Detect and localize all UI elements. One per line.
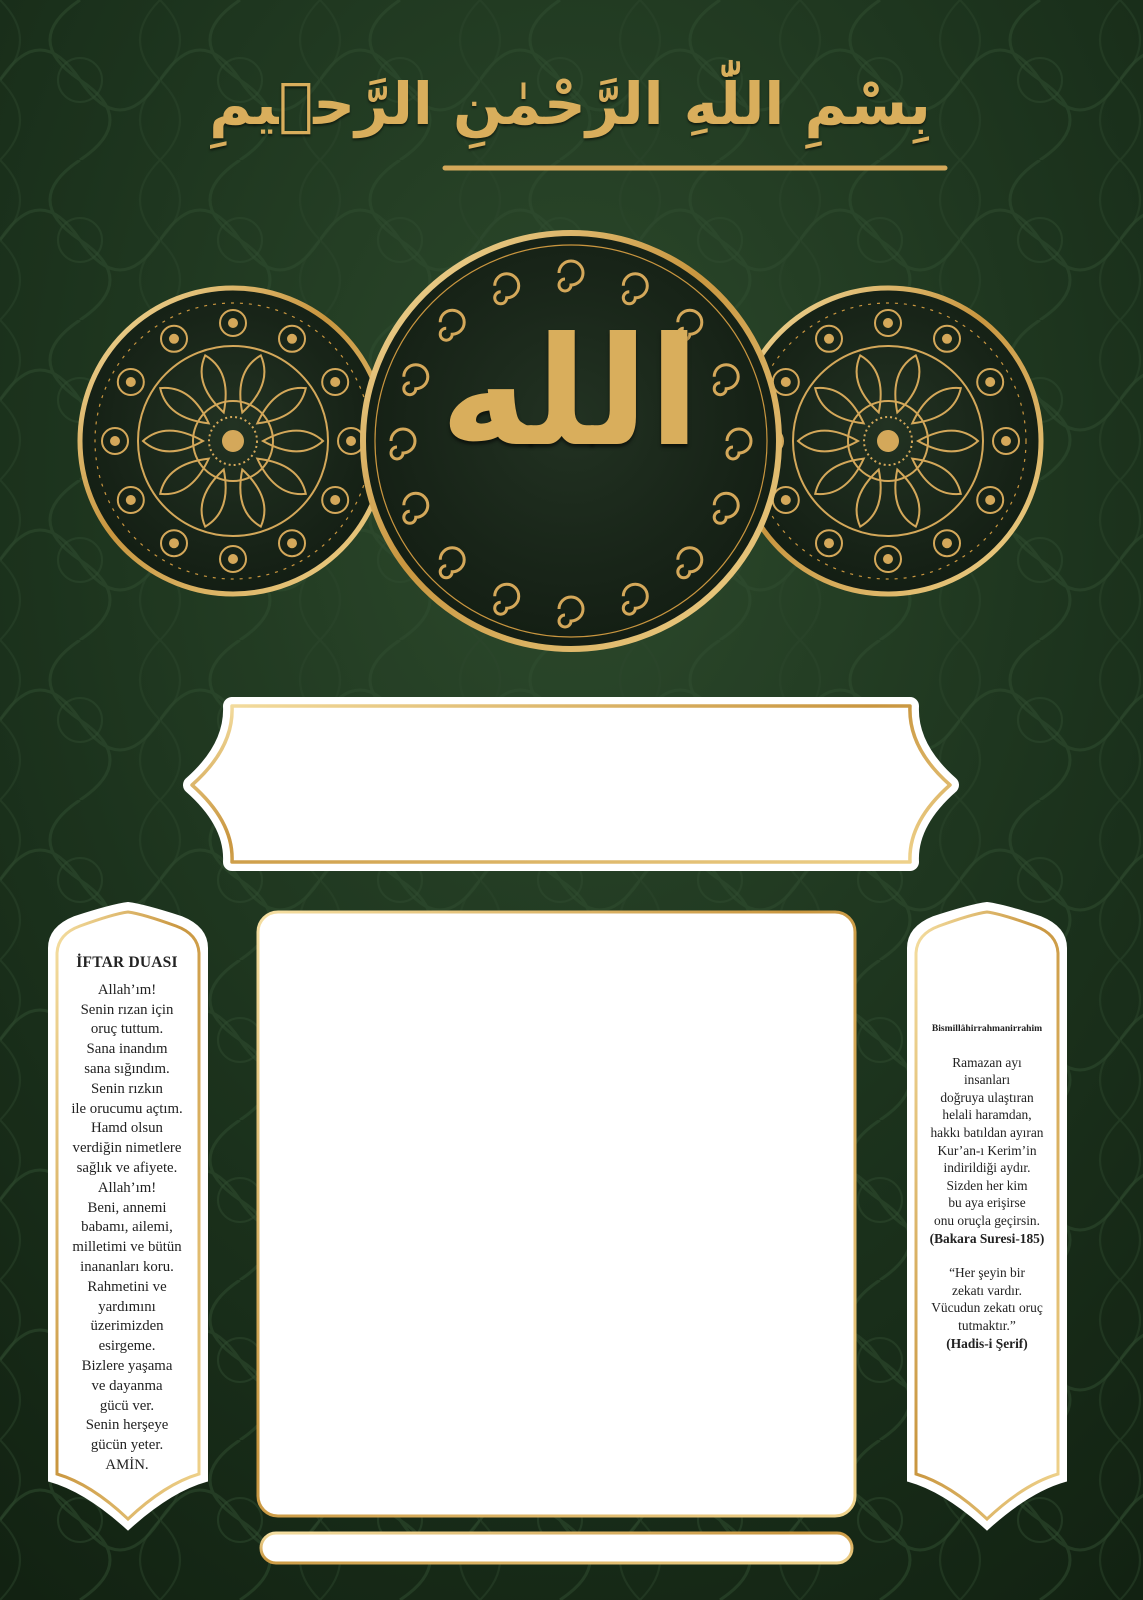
allah-calligraphy: الله xyxy=(440,306,700,480)
bismillah-text: Bismillâhirrahmanirrahim xyxy=(931,1023,1043,1034)
iftar-line: ve dayanma xyxy=(91,1377,163,1394)
iftar-line: AMİN. xyxy=(105,1456,149,1473)
verse-line: Kur’an-ı Kerim’in xyxy=(937,1142,1037,1158)
verse-line: hakkı batıldan ayıran xyxy=(930,1124,1044,1140)
iftar-line: inananları koru. xyxy=(80,1258,174,1275)
verse-line: Ramazan ayı xyxy=(952,1054,1022,1070)
iftar-line: gücün yeter. xyxy=(90,1437,164,1454)
hadith-line: “Her şeyin bir xyxy=(949,1265,1025,1281)
iftar-line: üzerimizden xyxy=(90,1318,164,1335)
iftar-line: Sana inandım xyxy=(86,1041,168,1058)
iftar-line: Rahmetini ve xyxy=(87,1278,167,1295)
iftar-line: Senin rızkın xyxy=(91,1080,163,1097)
hadith-line: zekatı vardır. xyxy=(952,1282,1022,1298)
hadith-lines xyxy=(918,1264,1056,1334)
iftar-line: esirgeme. xyxy=(98,1338,156,1355)
iftar-line: Beni, annemi xyxy=(87,1199,167,1216)
hadith-line: tutmaktır.” xyxy=(958,1317,1016,1333)
iftar-prayer xyxy=(64,953,190,1476)
basmala-calligraphy: بِسْمِ اللّٰهِ الرَّحْمٰنِ الرَّح۪يمِ xyxy=(209,70,931,138)
verse-line: doğruya ulaştıran xyxy=(940,1089,1034,1105)
bottom-strip xyxy=(261,1533,852,1563)
iftar-line: verdiğin nimetlere xyxy=(72,1140,182,1157)
verse-lines xyxy=(918,1054,1056,1230)
iftar-line: oruç tuttum. xyxy=(90,1021,164,1038)
iftar-line: Hamd olsun xyxy=(91,1120,163,1137)
banner-frame xyxy=(192,706,950,862)
iftar-line: sağlık ve afiyete. xyxy=(76,1159,178,1176)
verse-line: indirildiği aydır. xyxy=(943,1160,1031,1176)
verse-line: insanları xyxy=(963,1072,1011,1088)
iftar-lines xyxy=(64,981,190,1476)
ramadan-verse xyxy=(918,1020,1056,1352)
iftar-line: yardımını xyxy=(98,1298,156,1315)
verse-line: Sizden her kim xyxy=(946,1177,1028,1193)
verse-line: onu oruçla geçirsin. xyxy=(934,1212,1040,1228)
verse-line: helali haramdan, xyxy=(942,1107,1032,1123)
center-panel xyxy=(258,912,855,1516)
iftar-title: İFTAR DUASI xyxy=(76,954,178,971)
iftar-line: ile orucumu açtım. xyxy=(71,1100,183,1117)
iftar-line: Senin rızan için xyxy=(80,1001,174,1018)
hadith-line: Vücudun zekatı oruç xyxy=(931,1300,1043,1316)
iftar-line: gücü ver. xyxy=(99,1397,155,1414)
iftar-line: milletimi ve bütün xyxy=(72,1239,182,1256)
hadith-reference: (Hadis-i Şerif) xyxy=(946,1335,1028,1351)
iftar-line: sana sığındım. xyxy=(84,1060,170,1077)
iftar-line: babamı, ailemi, xyxy=(81,1219,173,1236)
iftar-line: Allah’ım! xyxy=(97,981,157,998)
iftar-line: Allah’ım! xyxy=(97,1179,157,1196)
iftar-line: Senin herşeye xyxy=(85,1417,169,1434)
iftar-line: Bizlere yaşama xyxy=(81,1357,173,1374)
verse-line: bu aya erişirse xyxy=(948,1195,1026,1211)
verse-reference: (Bakara Suresi-185) xyxy=(929,1230,1045,1246)
